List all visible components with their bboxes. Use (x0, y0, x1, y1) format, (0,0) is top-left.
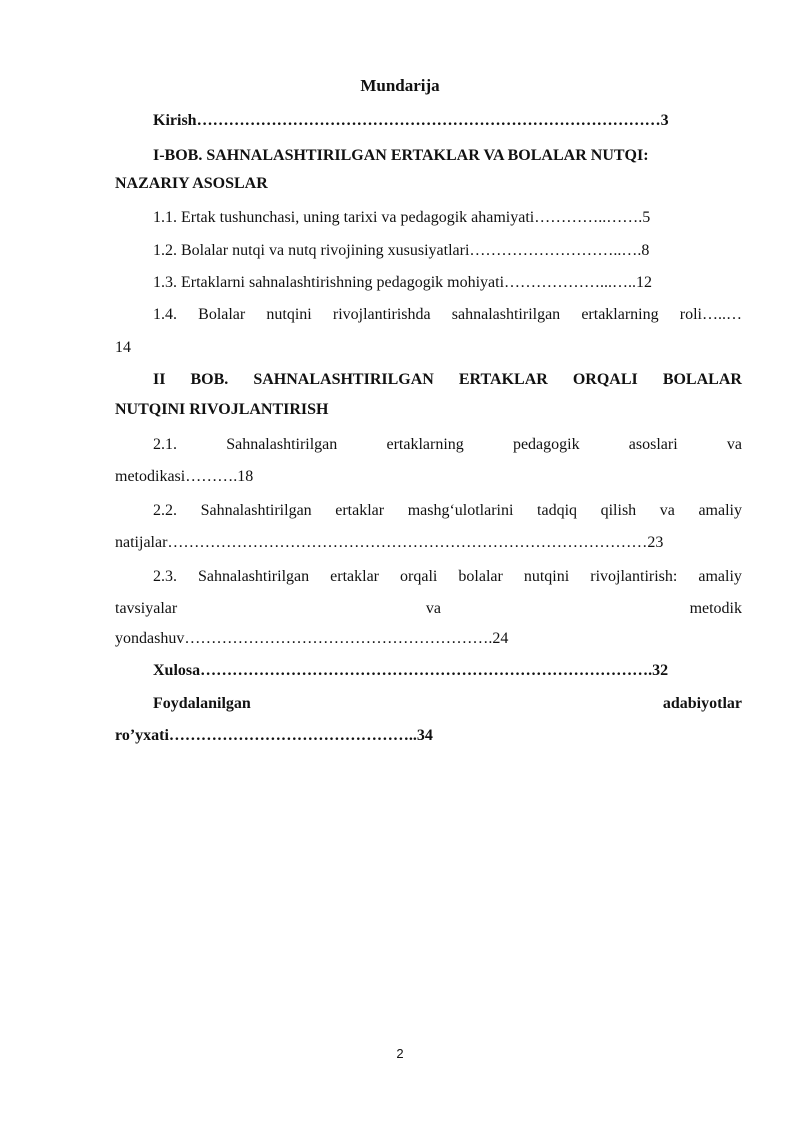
word: pedagogik (512, 436, 580, 453)
word: sahnalashtirilgan (451, 306, 561, 323)
toc-section-2-1-line1 (153, 434, 742, 456)
word: orqali (400, 568, 438, 585)
toc-section-1-4-line1 (153, 304, 742, 326)
toc-chapter1-line1: I-BOB. SAHNALASHTIRILGAN ERTAKLAR VA BOLALAR NUTQI: (153, 147, 649, 164)
word: rivojlantirish: (590, 568, 678, 585)
toc-section-2-1-line2: metodikasi……….18 (115, 468, 254, 485)
word: ertaklarning (386, 436, 464, 453)
word: ertaklar (335, 502, 385, 519)
word: va (726, 436, 742, 453)
word: mashg‘ulotlarini (407, 502, 514, 519)
word: Foydalanilgan (153, 695, 251, 712)
word: tadqiq (537, 502, 578, 519)
toc-chapter2-line2: NUTQINI RIVOJLANTIRISH (115, 401, 329, 418)
toc-section-1-4-page: 14 (115, 339, 131, 356)
word: 2.2. (153, 502, 177, 519)
word: bolalar (458, 568, 503, 585)
toc-section-1-1: 1.1. Ertak tushunchasi, uning tarixi va pedagogik ahamiyati…………..…….5 (153, 209, 651, 226)
word: 1.4. (153, 306, 177, 323)
toc-section-1-2: 1.2. Bolalar nutqi va nutq rivojining xususiyatlari………………………..….8 (153, 242, 650, 259)
toc-kirish: Kirish……………………………………………………………………………3 (153, 112, 669, 129)
toc-chapter2-line1 (153, 369, 742, 391)
word: qilish (600, 502, 637, 519)
toc-section-2-3-line3: yondashuv………………………………………………….24 (115, 630, 509, 647)
word: ERTAKLAR (458, 371, 548, 388)
word: va (659, 502, 675, 519)
word: ertaklar (330, 568, 380, 585)
word: metodik (689, 600, 742, 617)
toc-references-line1 (153, 693, 742, 715)
word: BOLALAR (662, 371, 742, 388)
word: ORQALI (572, 371, 638, 388)
word: amaliy (698, 568, 742, 585)
toc-xulosa: Xulosa………………………………………………………………………….32 (153, 662, 669, 679)
toc-section-2-3-line2 (115, 598, 742, 620)
page-title: Mundarija (360, 76, 440, 95)
word: Sahnalashtirilgan (200, 502, 312, 519)
toc-references-line2: ro’yxati………………………………………..34 (115, 727, 433, 744)
word: SAHNALASHTIRILGAN (253, 371, 434, 388)
word: BOB. (190, 371, 229, 388)
word: amaliy (698, 502, 742, 519)
word: Bolalar (198, 306, 246, 323)
word: Sahnalashtirilgan (226, 436, 338, 453)
word: Sahnalashtirilgan (198, 568, 310, 585)
word: adabiyotlar (662, 695, 742, 712)
word: nutqini (266, 306, 312, 323)
word: rivojlantirishda (332, 306, 431, 323)
toc-section-2-2-line2: natijalar………………………………………………………………………………23 (115, 534, 664, 551)
word: va (425, 600, 441, 617)
word: 2.1. (153, 436, 177, 453)
toc-chapter1-line2: NAZARIY ASOSLAR (115, 175, 268, 192)
word: ertaklarning (581, 306, 659, 323)
word: tavsiyalar (115, 600, 178, 617)
word: II (153, 371, 166, 388)
word: 2.3. (153, 568, 177, 585)
toc-section-1-3: 1.3. Ertaklarni sahnalashtirishning pedagogik mohiyati………………...…..12 (153, 274, 653, 291)
toc-section-2-3-line1 (153, 566, 742, 588)
word: asoslari (628, 436, 678, 453)
toc-section-2-2-line1 (153, 500, 742, 522)
page-number: 2 (396, 1046, 404, 1061)
word: roli…..… (679, 306, 742, 323)
word: nutqini (523, 568, 570, 585)
